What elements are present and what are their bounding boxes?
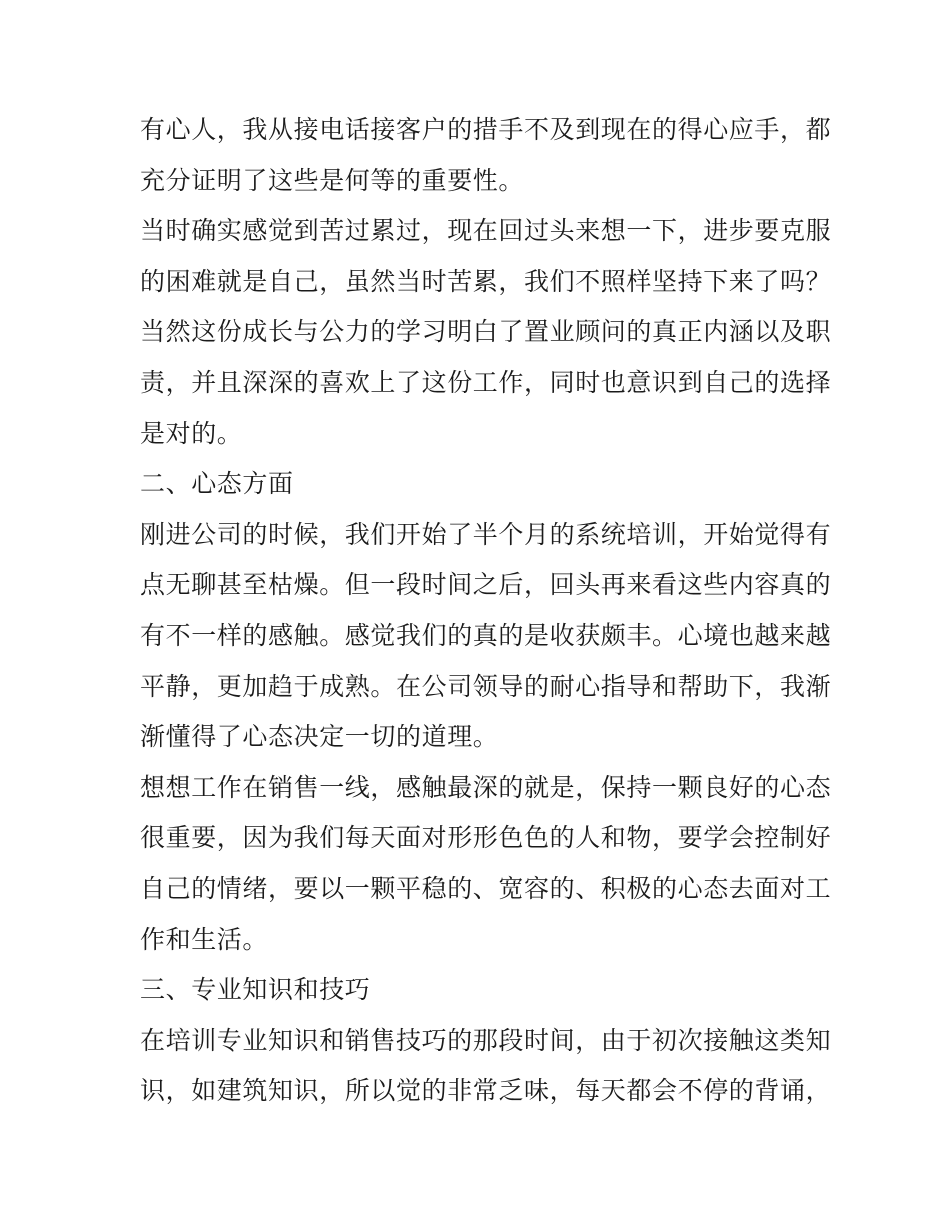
section-heading: 二、心态方面 (140, 469, 294, 499)
section-heading: 三、专业知识和技巧 (140, 975, 371, 1005)
text-line: 当时确实感觉到苦过累过，现在回过头来想一下，进步要克服 (140, 216, 832, 246)
text-line: 有不一样的感触。感觉我们的真的是收获颇丰。心境也越来越 (140, 620, 832, 650)
text-line: 识，如建筑知识，所以觉的非常乏味，每天都会不停的背诵， (140, 1076, 832, 1106)
text-line: 刚进公司的时候，我们开始了半个月的系统培训，开始觉得有 (140, 519, 832, 549)
text-line: 点无聊甚至枯燥。但一段时间之后，回头再来看这些内容真的 (140, 570, 832, 600)
text-line: 自己的情绪，要以一颗平稳的、宽容的、积极的心态去面对工 (140, 873, 832, 903)
text-line: 平静，更加趋于成熟。在公司领导的耐心指导和帮助下，我渐 (140, 671, 832, 701)
text-line: 在培训专业知识和销售技巧的那段时间，由于初次接触这类知 (140, 1025, 832, 1055)
text-line: 充分证明了这些是何等的重要性。 (140, 165, 525, 195)
text-line: 想想工作在销售一线，感触最深的就是，保持一颗良好的心态 (140, 772, 832, 802)
body-text (140, 105, 830, 1117)
text-line: 作和生活。 (140, 924, 269, 954)
text-line: 的困难就是自己，虽然当时苦累，我们不照样坚持下来了吗？ (140, 266, 832, 296)
text-line: 有心人，我从接电话接客户的措手不及到现在的得心应手，都 (140, 115, 832, 144)
text-line: 责，并且深深的喜欢上了这份工作，同时也意识到自己的选择 (140, 367, 832, 397)
text-line: 渐懂得了心态决定一切的道理。 (140, 722, 499, 752)
text-line: 是对的。 (140, 418, 243, 448)
text-line: 当然这份成长与公力的学习明白了置业顾问的真正内涵以及职 (140, 317, 832, 347)
text-line: 很重要，因为我们每天面对形形色色的人和物，要学会控制好 (140, 823, 832, 853)
